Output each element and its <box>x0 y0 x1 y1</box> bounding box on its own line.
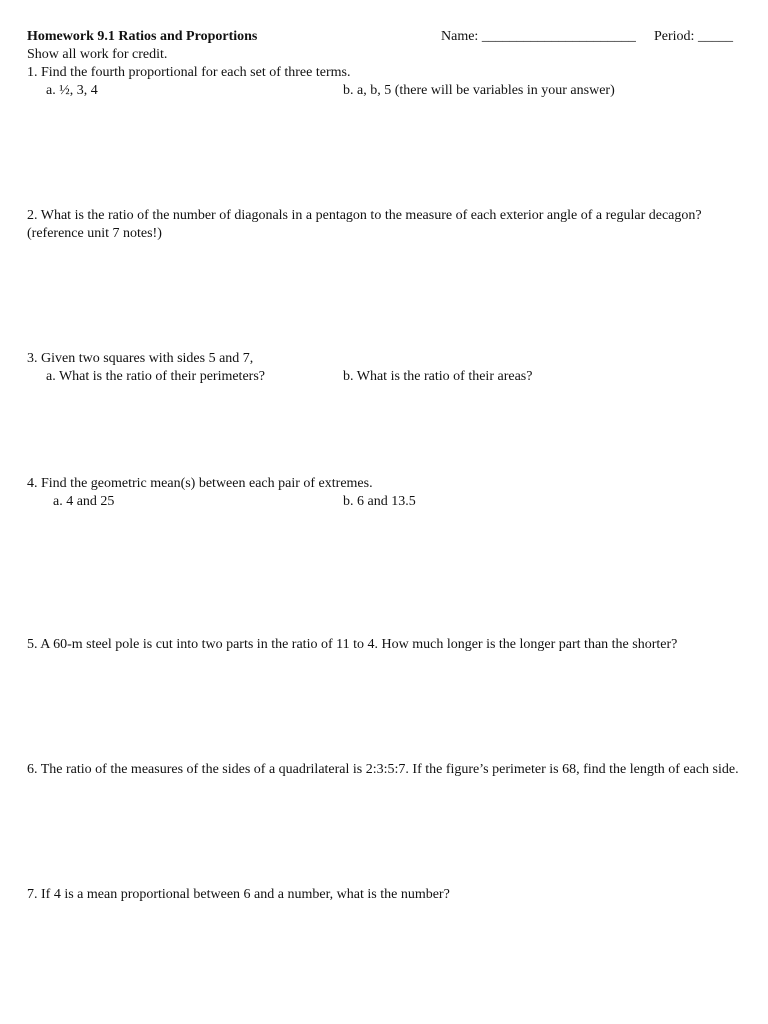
worksheet-title: Homework 9.1 Ratios and Proportions <box>27 29 258 44</box>
question-4a: a. 4 and 25 <box>53 494 115 509</box>
period-field[interactable]: Period: _____ <box>654 29 733 44</box>
question-1b: b. a, b, 5 (there will be variables in your answer) <box>343 83 615 98</box>
question-1a: a. ½, 3, 4 <box>46 83 98 98</box>
question-3b: b. What is the ratio of their areas? <box>343 369 533 384</box>
instructions: Show all work for credit. <box>27 47 168 62</box>
question-6-prompt: 6. The ratio of the measures of the sides of a quadrilateral is 2:3:5:7. If the figure’s perimeter is 68, find the length of each side. <box>27 762 739 777</box>
question-4b: b. 6 and 13.5 <box>343 494 416 509</box>
question-2-prompt: 2. What is the ratio of the number of diagonals in a pentagon to the measure of each exterior angle of a regular decagon? (reference unit 7 notes!) <box>27 208 702 241</box>
question-1-prompt: 1. Find the fourth proportional for each set of three terms. <box>27 65 351 80</box>
question-3-prompt: 3. Given two squares with sides 5 and 7, <box>27 351 254 366</box>
question-5-prompt: 5. A 60-m steel pole is cut into two parts in the ratio of 11 to 4. How much longer is the longer part than the shorter? <box>27 637 678 652</box>
name-field[interactable]: Name: ______________________ <box>441 29 636 44</box>
question-3a: a. What is the ratio of their perimeters? <box>46 369 265 384</box>
question-4-prompt: 4. Find the geometric mean(s) between each pair of extremes. <box>27 476 373 491</box>
question-7-prompt: 7. If 4 is a mean proportional between 6 and a number, what is the number? <box>27 887 450 902</box>
